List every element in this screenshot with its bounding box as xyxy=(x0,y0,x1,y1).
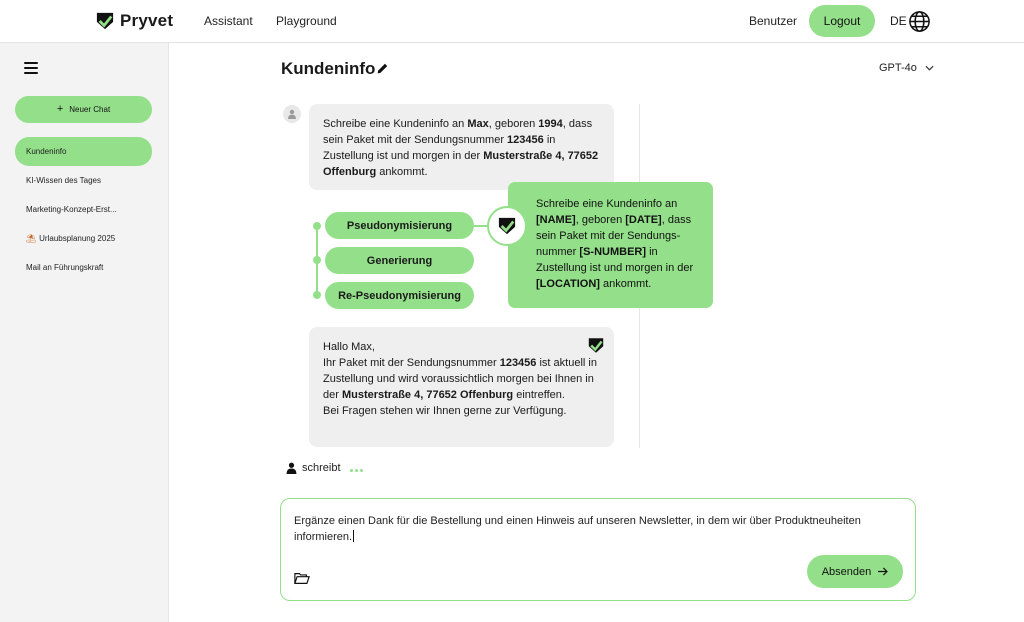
pipeline-dot xyxy=(313,222,321,230)
nav-user[interactable]: Benutzer xyxy=(749,14,798,28)
chat-title: Kundeninfo xyxy=(281,59,376,78)
sidebar-item-label: Kundeninfo xyxy=(26,147,67,156)
sidebar-item-urlaubsplanung[interactable] xyxy=(15,224,152,253)
user-message: Schreibe eine Kundeninfo an Max, geboren 1994, dass sein Paket mit der Sendungsnummer 123456 in Zustellung ist und morgen in der Musterstraße 4, 77652 Offenburg ankommt. xyxy=(309,104,614,190)
pipeline-step-re-pseudonymisierung: Re-Pseudonymisierung xyxy=(325,282,474,309)
brand-name: Pryvet xyxy=(120,11,174,30)
nav-playground[interactable]: Playground xyxy=(276,14,337,28)
sidebar-item-mail[interactable] xyxy=(15,253,152,282)
plus-icon: + xyxy=(56,103,64,115)
top-navigation-bar xyxy=(0,0,1024,43)
new-chat-label: Neuer Chat xyxy=(69,105,111,114)
typing-label: schreibt xyxy=(302,462,341,474)
message-input[interactable]: Ergänze einen Dank für die Bestellung und einen Hinweis auf unseren Newsletter, in dem wir über Produktneuheiten informieren. xyxy=(294,515,861,543)
pryvet-shield-badge xyxy=(487,206,527,246)
text-caret xyxy=(353,530,354,542)
sidebar-item-marketing[interactable] xyxy=(15,195,152,224)
pipeline-dot xyxy=(313,256,321,264)
model-name: GPT-4o xyxy=(879,62,917,74)
nav-assistant[interactable]: Assistant xyxy=(204,14,253,28)
user-avatar xyxy=(283,105,301,123)
user-icon xyxy=(286,462,297,474)
pipeline-step-generierung: Generierung xyxy=(325,247,474,274)
logout-button[interactable]: Logout xyxy=(809,5,875,37)
send-button[interactable] xyxy=(807,555,903,588)
sidebar-item-label: Marketing-Konzept-Erst... xyxy=(26,205,117,214)
model-selector[interactable] xyxy=(879,62,934,74)
assistant-message: Hallo Max, Ihr Paket mit der Sendungsnummer 123456 ist aktuell in Zustellung und wird voraussichtlich morgen bei Ihnen in der Musterstraße 4, 77652 Offenburg eintreffen. Bei Fragen stehen wir Ihnen gerne zur Verfügung. xyxy=(309,327,614,447)
typing-dots xyxy=(350,469,363,472)
shield-check-icon xyxy=(588,337,604,354)
menu-icon[interactable] xyxy=(24,62,38,74)
pencil-icon[interactable] xyxy=(376,62,389,75)
new-chat-button[interactable] xyxy=(15,96,152,123)
sidebar-item-label: Mail an Führungskraft xyxy=(26,263,104,272)
shield-check-icon xyxy=(498,217,516,235)
sidebar-item-kundeninfo[interactable] xyxy=(15,137,152,166)
user-icon xyxy=(287,109,297,119)
pipeline-dot xyxy=(313,291,321,299)
language-code[interactable]: DE xyxy=(890,14,907,28)
folder-icon[interactable] xyxy=(294,572,310,585)
umbrella-icon: ⛱ xyxy=(26,234,37,243)
sidebar-item-label: Urlaubsplanung 2025 xyxy=(39,234,116,243)
shield-check-icon xyxy=(96,12,114,30)
pseudonymized-prompt: Schreibe eine Kundeninfo an [NAME], geboren [DATE], dass sein Paket mit der Sendungs-nummer [S-NUMBER] in Zustellung ist und morgen in der [LOCATION] ankommt. xyxy=(508,182,713,308)
pipeline-step-pseudonymisierung: Pseudonymisierung xyxy=(325,212,474,239)
send-label: Absenden xyxy=(821,565,872,578)
sidebar-item-ki-wissen[interactable] xyxy=(15,166,152,195)
sidebar xyxy=(0,43,169,622)
arrow-right-icon xyxy=(877,567,888,576)
message-composer[interactable] xyxy=(280,498,916,601)
brand-logo[interactable] xyxy=(96,11,173,31)
sidebar-item-label: KI-Wissen des Tages xyxy=(26,176,101,185)
typing-indicator xyxy=(286,462,363,474)
globe-icon[interactable] xyxy=(908,10,931,33)
chevron-down-icon xyxy=(925,65,934,71)
